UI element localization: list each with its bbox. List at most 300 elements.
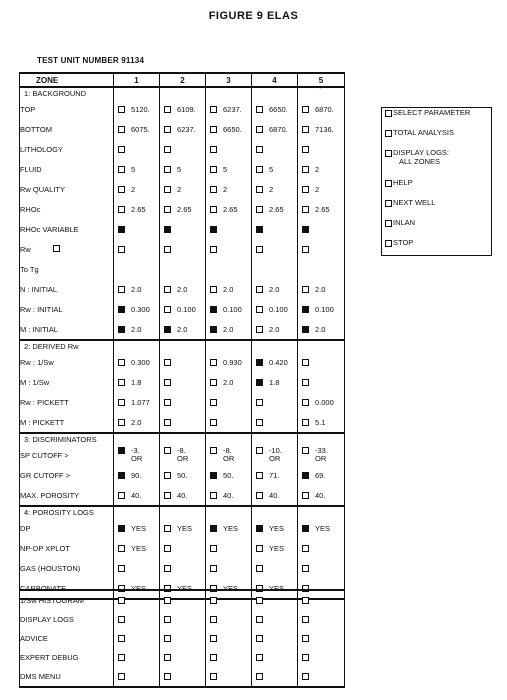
cell-content [114,246,159,253]
cell-content [298,105,344,114]
cell-content [114,378,159,387]
zone-5-toggle[interactable] [302,246,309,253]
zone-5-toggle[interactable] [302,106,309,113]
zone-1-toggle[interactable] [118,106,125,113]
zone-2-cell [160,87,206,99]
zone-2-toggle[interactable] [164,166,171,173]
zone-4-toggle[interactable] [256,635,263,642]
zone-3-cell [206,319,252,340]
cell-content [252,597,297,604]
zone-3-toggle[interactable] [210,525,217,532]
zone-4-toggle[interactable] [256,246,263,253]
zone-1-cell [114,629,160,648]
zone-1-toggle[interactable] [118,654,125,661]
zone-4-toggle[interactable] [256,673,263,680]
zone-4-toggle[interactable] [256,306,263,313]
cell-content [252,146,297,153]
cell-content [114,447,159,463]
zone-5-toggle[interactable] [302,186,309,193]
zone-2-toggle[interactable] [164,635,171,642]
cell-value: 2 [315,164,320,174]
zone-1-toggle[interactable] [118,635,125,642]
zone-2-toggle[interactable] [164,186,171,193]
row-label-gas-houston [20,558,114,578]
cell-content [252,565,297,572]
zone-1-toggle[interactable] [118,379,125,386]
cell-value: 0.300 [131,357,150,367]
row-label-text: SP CUTOFF > [20,450,69,460]
zone-5-toggle[interactable] [302,492,309,499]
zone-4-toggle[interactable] [256,525,263,532]
zone-2-toggle[interactable] [164,306,171,313]
zone-4-toggle[interactable] [256,419,263,426]
zone-3-toggle[interactable] [210,186,217,193]
zone-2-toggle[interactable] [164,359,171,366]
zone-1-toggle[interactable] [118,447,125,454]
zone-4-cell [252,340,298,352]
cell-value-2: OR [223,454,235,463]
zone-1-toggle[interactable] [118,286,125,293]
zone-1-cell [114,667,160,687]
zone-2-toggle[interactable] [164,379,171,386]
zone-5-toggle[interactable] [302,399,309,406]
zone-3-cell [206,219,252,239]
zone-3-toggle[interactable] [210,226,217,233]
zone-3-cell [206,279,252,299]
cell-value: 5 [131,164,136,174]
zone-3-cell [206,629,252,648]
menu-checkbox[interactable] [385,150,392,157]
cell-content [206,285,251,294]
figure-title: FIGURE 9 ELAS [208,10,299,22]
cell-content [114,305,159,314]
menu-checkbox[interactable] [385,130,392,137]
zone-5-toggle[interactable] [302,654,309,661]
cell-value: 5120. [131,104,150,114]
zone-3-cell [206,412,252,433]
cell-content [298,654,344,661]
cell-content [298,125,344,134]
cell-value: 2.65 [269,204,284,214]
cell-content [206,305,251,314]
zone-2-toggle[interactable] [164,399,171,406]
zone-3-toggle[interactable] [210,379,217,386]
zone-2-toggle[interactable] [164,126,171,133]
cell-value: YES [177,523,193,533]
zone-1-toggle[interactable] [118,565,125,572]
zone-2-cell [160,99,206,119]
zone-3-toggle[interactable] [210,472,217,479]
row-label-text: 1/Sw HISTOGRAM [20,596,85,605]
zone-5-cell [298,590,345,610]
zone-2-toggle[interactable] [164,326,171,333]
zone-3-toggle[interactable] [210,565,217,572]
zone-1-cell [114,648,160,667]
zone-3-toggle[interactable] [210,246,217,253]
zone-3-toggle[interactable] [210,597,217,604]
zone-5-cell [298,319,345,340]
zone-4-toggle[interactable] [256,186,263,193]
zone-1-toggle[interactable] [118,597,125,604]
zone-1-toggle[interactable] [118,492,125,499]
zone-1-cell [114,590,160,610]
row-label-n-initial [20,279,114,299]
zone-4-toggle[interactable] [256,146,263,153]
zone-5-toggle[interactable] [302,126,309,133]
zone-4-toggle[interactable] [256,545,263,552]
zone-5-toggle[interactable] [302,166,309,173]
zone-2-cell [160,372,206,392]
zone-2-cell [160,506,206,518]
zone-1-toggle[interactable] [118,146,125,153]
zone-4-toggle[interactable] [256,379,263,386]
row-label-sp-cutoff [20,445,114,465]
table-row [20,179,345,199]
zone-4-toggle[interactable] [256,359,263,366]
cell-content [206,246,251,253]
zone-4-toggle[interactable] [256,447,263,454]
zone-3-toggle[interactable] [210,492,217,499]
zone-2-toggle[interactable] [164,545,171,552]
zone-1-cell [114,279,160,299]
cell-content [160,597,205,604]
zone-5-toggle[interactable] [302,635,309,642]
zone-3-toggle[interactable] [210,286,217,293]
zone-3-header[interactable]: 3 [206,73,252,87]
zone-2-toggle[interactable] [164,246,171,253]
cell-content [252,654,297,661]
zone-3-toggle[interactable] [210,654,217,661]
zone-2-cell [160,629,206,648]
cell-value: 6237. [177,124,196,134]
zone-1-toggle[interactable] [118,166,125,173]
zone-4-cell [252,445,298,465]
zone-1-cell [114,433,160,445]
zone-1-toggle[interactable] [118,525,125,532]
cell-content [160,635,205,642]
table-row [20,610,345,629]
cell-content [206,226,251,233]
zone-5-toggle[interactable] [302,146,309,153]
zone-1-toggle[interactable] [118,226,125,233]
cell-content [114,205,159,214]
cell-values [177,447,188,463]
menu-select-parameter[interactable] [382,108,491,128]
section-title: 3: DISCRIMINATORS [20,433,114,445]
zone-2-cell [160,433,206,445]
cell-value: 6870. [269,124,288,134]
zone-1-cell [114,139,160,159]
cell-value: 2.0 [177,284,188,294]
cell-content [160,524,205,533]
zone-5-toggle[interactable] [302,306,309,313]
table-row [20,259,345,279]
table-row [20,99,345,119]
zone-1-cell [114,87,160,99]
zone-3-toggle[interactable] [210,673,217,680]
zone-4-cell [252,299,298,319]
zone-2-toggle[interactable] [164,597,171,604]
cell-content [252,185,297,194]
zone-1-toggle[interactable] [118,545,125,552]
zone-3-toggle[interactable] [210,616,217,623]
cell-content [206,447,251,463]
zone-4-cell [252,465,298,485]
cell-value: 0.000 [315,397,334,407]
row-label-rw [20,239,114,259]
menu-checkbox[interactable] [385,220,392,227]
zone-3-toggle[interactable] [210,206,217,213]
zone-1-toggle[interactable] [118,246,125,253]
zone-4-toggle[interactable] [256,226,263,233]
cell-content [252,673,297,680]
zone-4-cell [252,485,298,506]
cell-content [252,616,297,623]
cell-content [114,673,159,680]
zone-4-toggle[interactable] [256,106,263,113]
zone-2-toggle[interactable] [164,447,171,454]
zone-4-cell [252,279,298,299]
cell-value-2: OR [269,454,281,463]
cell-value: 40. [223,490,234,500]
cell-value: YES [131,543,147,553]
cell-content [206,565,251,572]
zone-5-cell [298,610,345,629]
cell-content [114,616,159,623]
zone-5-cell [298,465,345,485]
row-label-text: M : PICKETT [20,417,65,427]
table-row [20,139,345,159]
zone-1-toggle[interactable] [118,306,125,313]
zone-4-cell [252,239,298,259]
zone-1-cell [114,119,160,139]
zone-1-cell [114,538,160,558]
menu-inlan[interactable] [382,218,491,238]
zone-4-toggle[interactable] [256,492,263,499]
zone-3-toggle[interactable] [210,126,217,133]
zone-1-toggle[interactable] [118,186,125,193]
row-label-text: RHOc [20,204,41,214]
zone-1-toggle[interactable] [118,419,125,426]
cell-content [206,419,251,426]
cell-content [252,285,297,294]
zone-3-toggle[interactable] [210,326,217,333]
zone-5-toggle[interactable] [302,616,309,623]
zone-4-cell [252,87,298,99]
cell-content [298,325,344,334]
cell-content [206,635,251,642]
zone-2-header[interactable]: 2 [160,73,206,87]
cell-value: 40. [131,490,142,500]
zone-4-toggle[interactable] [256,597,263,604]
cell-content [114,185,159,194]
zone-3-cell [206,99,252,119]
zone-2-cell [160,119,206,139]
zone-5-toggle[interactable] [302,226,309,233]
zone-5-toggle[interactable] [302,326,309,333]
zone-2-cell [160,648,206,667]
cell-content [252,226,297,233]
row-label-text: CARBONATE [20,583,67,593]
cell-content [114,226,159,233]
zone-5-toggle[interactable] [302,359,309,366]
zone-2-toggle[interactable] [164,106,171,113]
zone-5-toggle[interactable] [302,379,309,386]
zone-4-toggle[interactable] [256,206,263,213]
zone-5-toggle[interactable] [302,673,309,680]
zone-1-toggle[interactable] [118,616,125,623]
menu-display-logs-all-zones[interactable] [382,148,491,178]
zone-3-cell [206,340,252,352]
zone-3-toggle[interactable] [210,545,217,552]
zone-3-toggle[interactable] [210,306,217,313]
cell-content [252,471,297,480]
zone-5-cell [298,445,345,465]
zone-1-toggle[interactable] [118,126,125,133]
zone-2-toggle[interactable] [164,654,171,661]
section-title: 4: POROSITY LOGS [20,506,114,518]
zone-5-toggle[interactable] [302,286,309,293]
zone-4-toggle[interactable] [256,399,263,406]
zone-1-toggle[interactable] [118,472,125,479]
table-row [20,465,345,485]
zone-4-toggle[interactable] [256,286,263,293]
zone-5-toggle[interactable] [302,565,309,572]
cell-content [160,125,205,134]
cell-content [160,379,205,386]
row-label-text: M : INITIAL [20,324,58,334]
zone-3-toggle[interactable] [210,635,217,642]
zone-3-toggle[interactable] [210,447,217,454]
zone-5-toggle[interactable] [302,597,309,604]
menu-checkbox[interactable] [385,240,392,247]
zone-4-toggle[interactable] [256,326,263,333]
zone-2-toggle[interactable] [164,565,171,572]
zone-1-header[interactable]: 1 [114,73,160,87]
cell-content [160,226,205,233]
menu-item-label: STOP [393,238,414,247]
zone-4-cell [252,159,298,179]
row-label-to-tg [20,259,114,279]
zone-3-toggle[interactable] [210,106,217,113]
zone-5-toggle[interactable] [302,206,309,213]
cell-content [206,105,251,114]
zone-4-cell [252,139,298,159]
cell-content [114,146,159,153]
zone-2-toggle[interactable] [164,616,171,623]
zone-4-toggle[interactable] [256,565,263,572]
row-label-text: DMS MENU [20,672,61,681]
zone-5-toggle[interactable] [302,545,309,552]
zone-5-toggle[interactable] [302,447,309,454]
zone-4-toggle[interactable] [256,616,263,623]
zone-2-toggle[interactable] [164,146,171,153]
zone-2-cell [160,279,206,299]
zone-2-toggle[interactable] [164,226,171,233]
zone-1-toggle[interactable] [118,206,125,213]
zone-1-toggle[interactable] [118,673,125,680]
zone-header-row [20,73,345,87]
cell-content [252,419,297,426]
menu-checkbox[interactable] [385,200,392,207]
cell-value: 6650. [269,104,288,114]
cell-value: 2 [131,184,136,194]
menu-next-well[interactable] [382,198,491,218]
menu-item-label [393,148,449,166]
cell-content [252,205,297,214]
zone-5-toggle[interactable] [302,472,309,479]
zone-4-toggle[interactable] [256,654,263,661]
zone-4-header[interactable]: 4 [252,73,298,87]
zone-5-header[interactable]: 5 [298,73,345,87]
menu-help[interactable] [382,178,491,198]
cell-value: 1.077 [131,397,150,407]
cell-content [298,471,344,480]
zone-2-toggle[interactable] [164,419,171,426]
zone-3-cell [206,259,252,279]
row-label-rw-initial [20,299,114,319]
cell-value: 40. [315,490,326,500]
zone-1-toggle[interactable] [118,359,125,366]
zone-4-toggle[interactable] [256,126,263,133]
zone-5-cell [298,433,345,445]
zone-2-toggle[interactable] [164,472,171,479]
section-header [20,433,345,445]
zone-3-toggle[interactable] [210,399,217,406]
zone-3-cell [206,119,252,139]
menu-checkbox[interactable] [385,180,392,187]
rw-checkbox[interactable] [53,245,60,252]
zone-2-toggle[interactable] [164,492,171,499]
menu-stop[interactable] [382,238,491,258]
cell-value: -33. [315,446,328,455]
cell-value: YES [269,523,285,533]
menu-total-analysis[interactable] [382,128,491,148]
row-label-rw-quality [20,179,114,199]
cell-content [114,597,159,604]
cell-content [206,545,251,552]
zone-2-cell [160,667,206,687]
zone-1-toggle[interactable] [118,399,125,406]
zone-3-toggle[interactable] [210,166,217,173]
zone-5-toggle[interactable] [302,525,309,532]
cell-value: 0.100 [269,304,288,314]
zone-2-cell [160,299,206,319]
row-label-top [20,99,114,119]
zone-4-cell [252,119,298,139]
zone-3-toggle[interactable] [210,146,217,153]
zone-3-toggle[interactable] [210,419,217,426]
cell-value: 0.100 [315,304,334,314]
cell-content [298,379,344,386]
zone-4-cell [252,319,298,340]
zone-3-toggle[interactable] [210,359,217,366]
zone-4-toggle[interactable] [256,472,263,479]
zone-2-toggle[interactable] [164,206,171,213]
zone-1-toggle[interactable] [118,326,125,333]
zone-2-toggle[interactable] [164,286,171,293]
menu-checkbox[interactable] [385,110,392,117]
table-row [20,119,345,139]
zone-2-toggle[interactable] [164,525,171,532]
cell-content [252,491,297,500]
section-title: 1: BACKGROUND [20,87,114,99]
cell-content [114,544,159,553]
row-label-dp [20,518,114,538]
zone-4-toggle[interactable] [256,166,263,173]
zone-2-toggle[interactable] [164,673,171,680]
zone-5-toggle[interactable] [302,419,309,426]
